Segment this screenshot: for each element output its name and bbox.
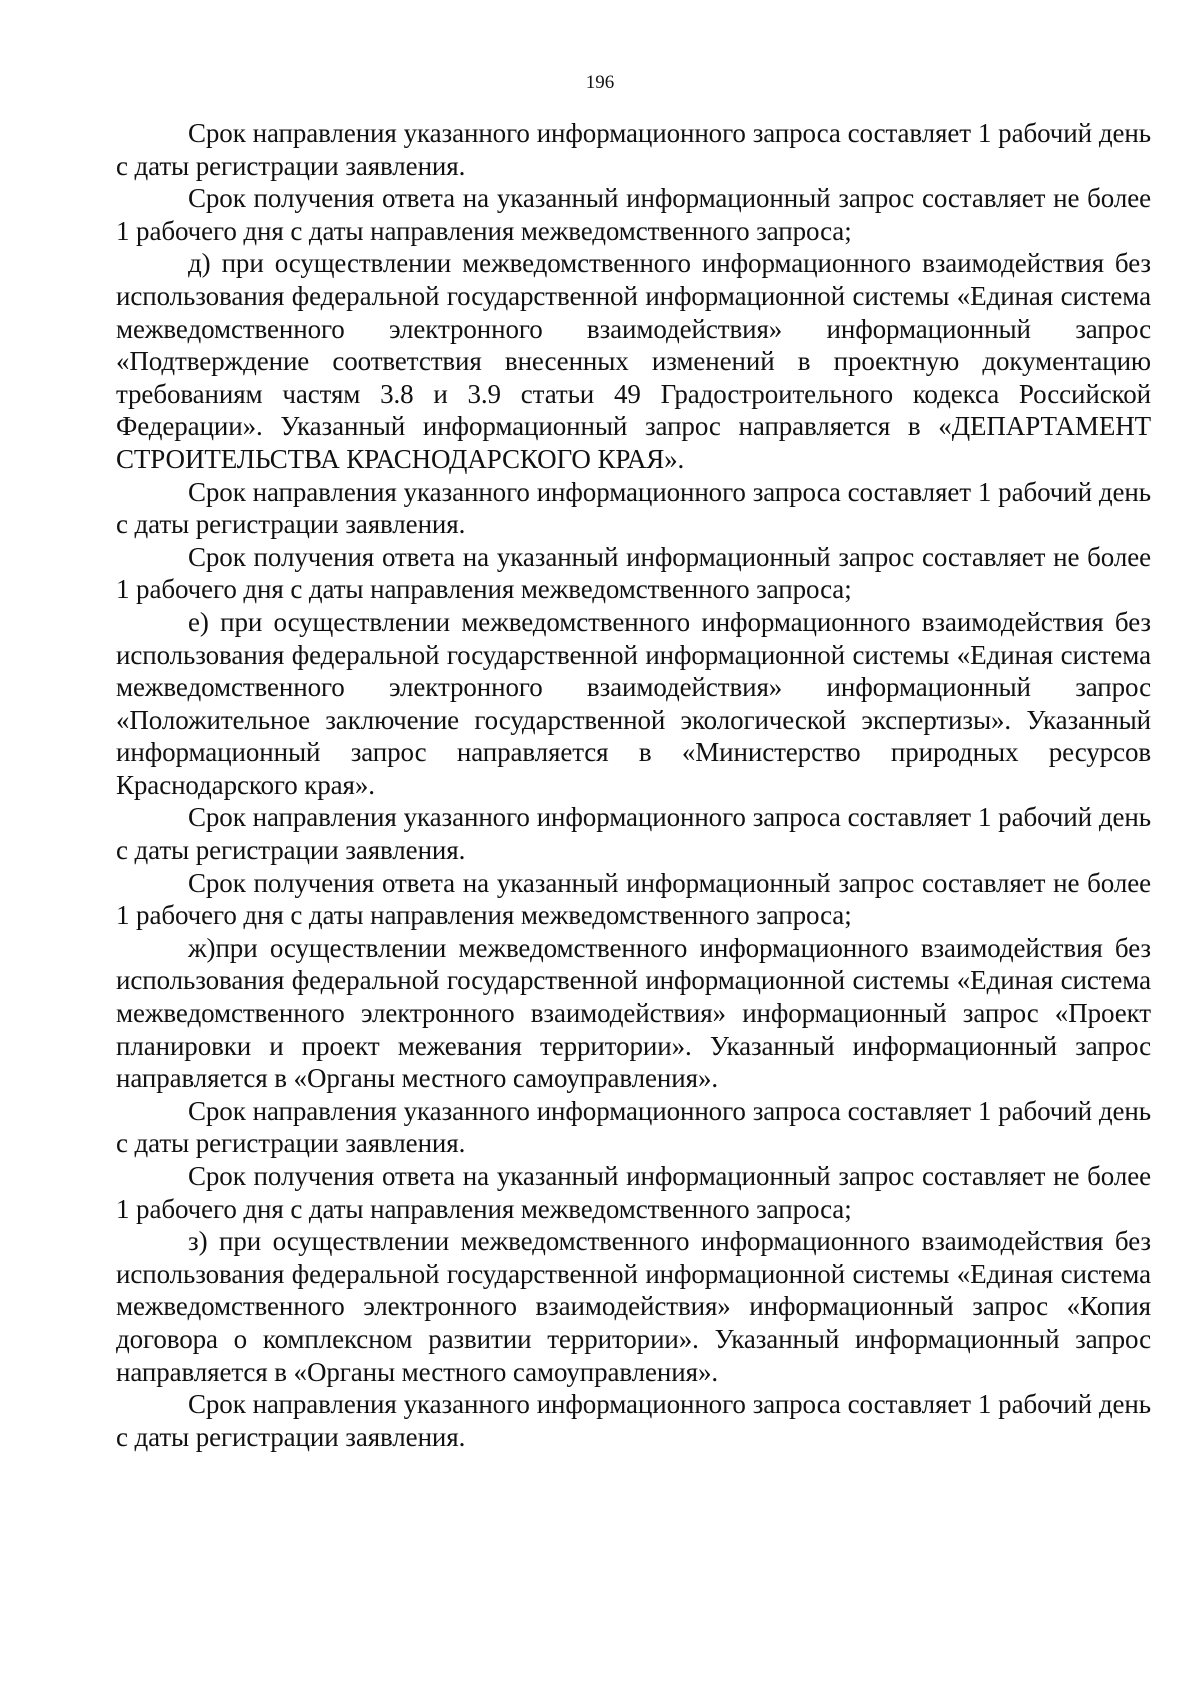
paragraph-item-d: д) при осуществлении межведомственного информационного взаимодействия без использования федеральной государственной информационной системы «Единая система межведомственного электронного взаимодействия» информационный запрос «Подтверждение соответствия внесенных изменений в проектную документацию требованиям частям 3.8 и 3.9 статьи 49 Градостроительного кодекса Российской Федерации». Указанный информационный запрос направляется в «ДЕПАРТАМЕНТ СТРОИТЕЛЬСТВА КРАСНОДАРСКОГО КРАЯ». — [116, 248, 1151, 474]
paragraph-response-deadline: Срок получения ответа на указанный информационный запрос составляет не более 1 рабочего дня с даты направления межведомственного запроса; — [116, 183, 1151, 246]
paragraph-item-e: е) при осуществлении межведомственного информационного взаимодействия без использования федеральной государственной информационной системы «Единая система межведомственного электронного взаимодействия» информационный запрос «Положительное заключение государственной экологической экспертизы». Указанный информационный запрос направляется в «Министерство природных ресурсов Краснодарского края». — [116, 606, 1151, 800]
paragraph-request-send-deadline: Срок направления указанного информационного запроса составляет 1 рабочий день с даты регистрации заявления. — [116, 802, 1151, 866]
paragraph-response-deadline: Срок получения ответа на указанный информационный запрос составляет не более 1 рабочего дня с даты направления межведомственного запроса; — [116, 867, 1151, 931]
paragraph-item-zh: ж)при осуществлении межведомственного информационного взаимодействия без использования федеральной государственной информационной системы «Единая система межведомственного электронного взаимодействия» информационный запрос «Проект планировки и проект межевания территории». Указанный информационный запрос направляется в «Органы местного самоуправления». — [116, 932, 1151, 1094]
paragraph-request-send-deadline: Срок направления указанного информационного запроса составляет 1 рабочий день с даты регистрации заявления. — [116, 1095, 1151, 1159]
paragraph-request-send-deadline: Срок направления указанного информационного запроса составляет 1 рабочий день с даты регистрации заявления. — [116, 118, 1151, 181]
paragraph-response-deadline: Срок получения ответа на указанный информационный запрос составляет не более 1 рабочего дня с даты направления межведомственного запроса; — [116, 541, 1151, 605]
paragraph-item-z: з) при осуществлении межведомственного информационного взаимодействия без использования федеральной государственной информационной системы «Единая система межведомственного электронного взаимодействия» информационный запрос «Копия договора о комплексном развитии территории». Указанный информационный запрос направляется в «Органы местного самоуправления». — [116, 1226, 1151, 1387]
document-body — [116, 117, 1151, 1453]
paragraph-request-send-deadline: Срок направления указанного информационного запроса составляет 1 рабочий день с даты регистрации заявления. — [116, 1389, 1151, 1452]
paragraph-request-send-deadline: Срок направления указанного информационного запроса составляет 1 рабочий день с даты регистрации заявления. — [116, 476, 1151, 540]
page-number: 196 — [585, 72, 615, 93]
paragraph-response-deadline: Срок получения ответа на указанный информационный запрос составляет не более 1 рабочего дня с даты направления межведомственного запроса; — [116, 1161, 1151, 1224]
